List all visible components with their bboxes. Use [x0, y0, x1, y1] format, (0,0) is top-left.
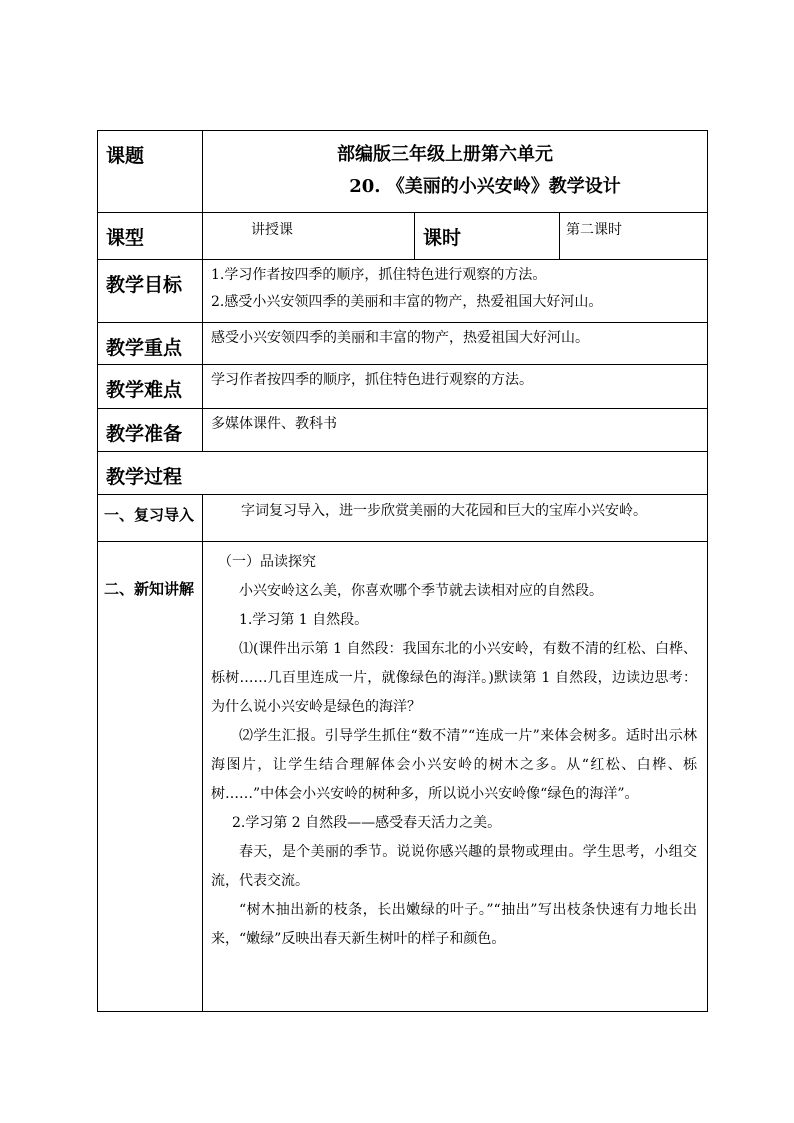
- paragraph: 春天，是个美丽的季节。说说你感兴趣的景物或理由。学生思考，小组交流，代表交流。: [211, 844, 698, 889]
- paragraph: 小兴安岭这么美，你喜欢哪个季节就去读相对应的自然段。: [239, 583, 603, 599]
- paragraph: 2.学习第 2 自然段——感受春天活力之美。: [232, 815, 502, 831]
- review-label: 一、复习导入: [98, 495, 203, 542]
- review-row: [98, 495, 708, 542]
- period-label: 课时: [415, 213, 560, 260]
- new-lesson-row: [98, 542, 708, 1012]
- difficulties-label: 教学难点: [98, 365, 203, 409]
- process-label: 教学过程: [98, 452, 708, 495]
- preparation-value: 多媒体课件、教科书: [203, 409, 708, 452]
- title-line-2: 20. 《美丽的小兴安岭》教学设计: [349, 176, 621, 197]
- new-lesson-label: 二、新知讲解: [98, 542, 203, 1012]
- lesson-plan-table: [97, 130, 708, 1012]
- type-value: 讲授课: [203, 213, 415, 260]
- objectives-value: [203, 260, 708, 323]
- process-row: [98, 452, 708, 495]
- objective-item: 2.感受小兴安领四季的美丽和丰富的物产，热爱祖国大好河山。: [211, 294, 603, 310]
- type-row: [98, 213, 708, 260]
- paragraph: ⑴(课件出示第 1 自然段：我国东北的小兴安岭，有数不清的红松、白桦、栎树……几百里连成一片，就像绿色的海洋。)默读第 1 自然段，边读边思考：为什么说小兴安岭是绿色的海洋？: [211, 641, 698, 715]
- new-lesson-content: [203, 542, 708, 1012]
- difficulties-value: 学习作者按四季的顺序，抓住特色进行观察的方法。: [203, 365, 708, 409]
- key-points-value: 感受小兴安领四季的美丽和丰富的物产，热爱祖国大好河山。: [203, 323, 708, 365]
- type-label: 课型: [98, 213, 203, 260]
- key-points-row: [98, 323, 708, 365]
- paragraph: 1.学习第 1 自然段。: [239, 612, 369, 628]
- objectives-row: [98, 260, 708, 323]
- key-points-label: 教学重点: [98, 323, 203, 365]
- section-heading: （一）品读探究: [218, 554, 316, 570]
- period-value: 第二课时: [560, 213, 708, 260]
- lesson-title: [203, 131, 708, 213]
- preparation-label: 教学准备: [98, 409, 203, 452]
- paragraph: “树木抽出新的枝条，长出嫩绿的叶子。”“抽出”写出枝条快速有力地长出来，“嫩绿”反映出春天新生树叶的样子和颜色。: [211, 902, 698, 947]
- title-line-1: 部编版三年级上册第六单元: [337, 144, 553, 165]
- objectives-label: 教学目标: [98, 260, 203, 323]
- objective-item: 1.学习作者按四季的顺序，抓住特色进行观察的方法。: [211, 267, 547, 283]
- topic-label: 课题: [98, 131, 203, 213]
- difficulties-row: [98, 365, 708, 409]
- review-value: 字词复习导入，进一步欣赏美丽的大花园和巨大的宝库小兴安岭。: [203, 495, 708, 542]
- title-row: [98, 131, 708, 213]
- preparation-row: [98, 409, 708, 452]
- paragraph: ⑵学生汇报。引导学生抓住“数不清”“连成一片”来体会树多。适时出示林海图片，让学生结合理解体会小兴安岭的树木之多。从“红松、白桦、栎树……”中体会小兴安岭的树种多，所以说小兴安岭像“绿色的海洋”。: [211, 728, 698, 802]
